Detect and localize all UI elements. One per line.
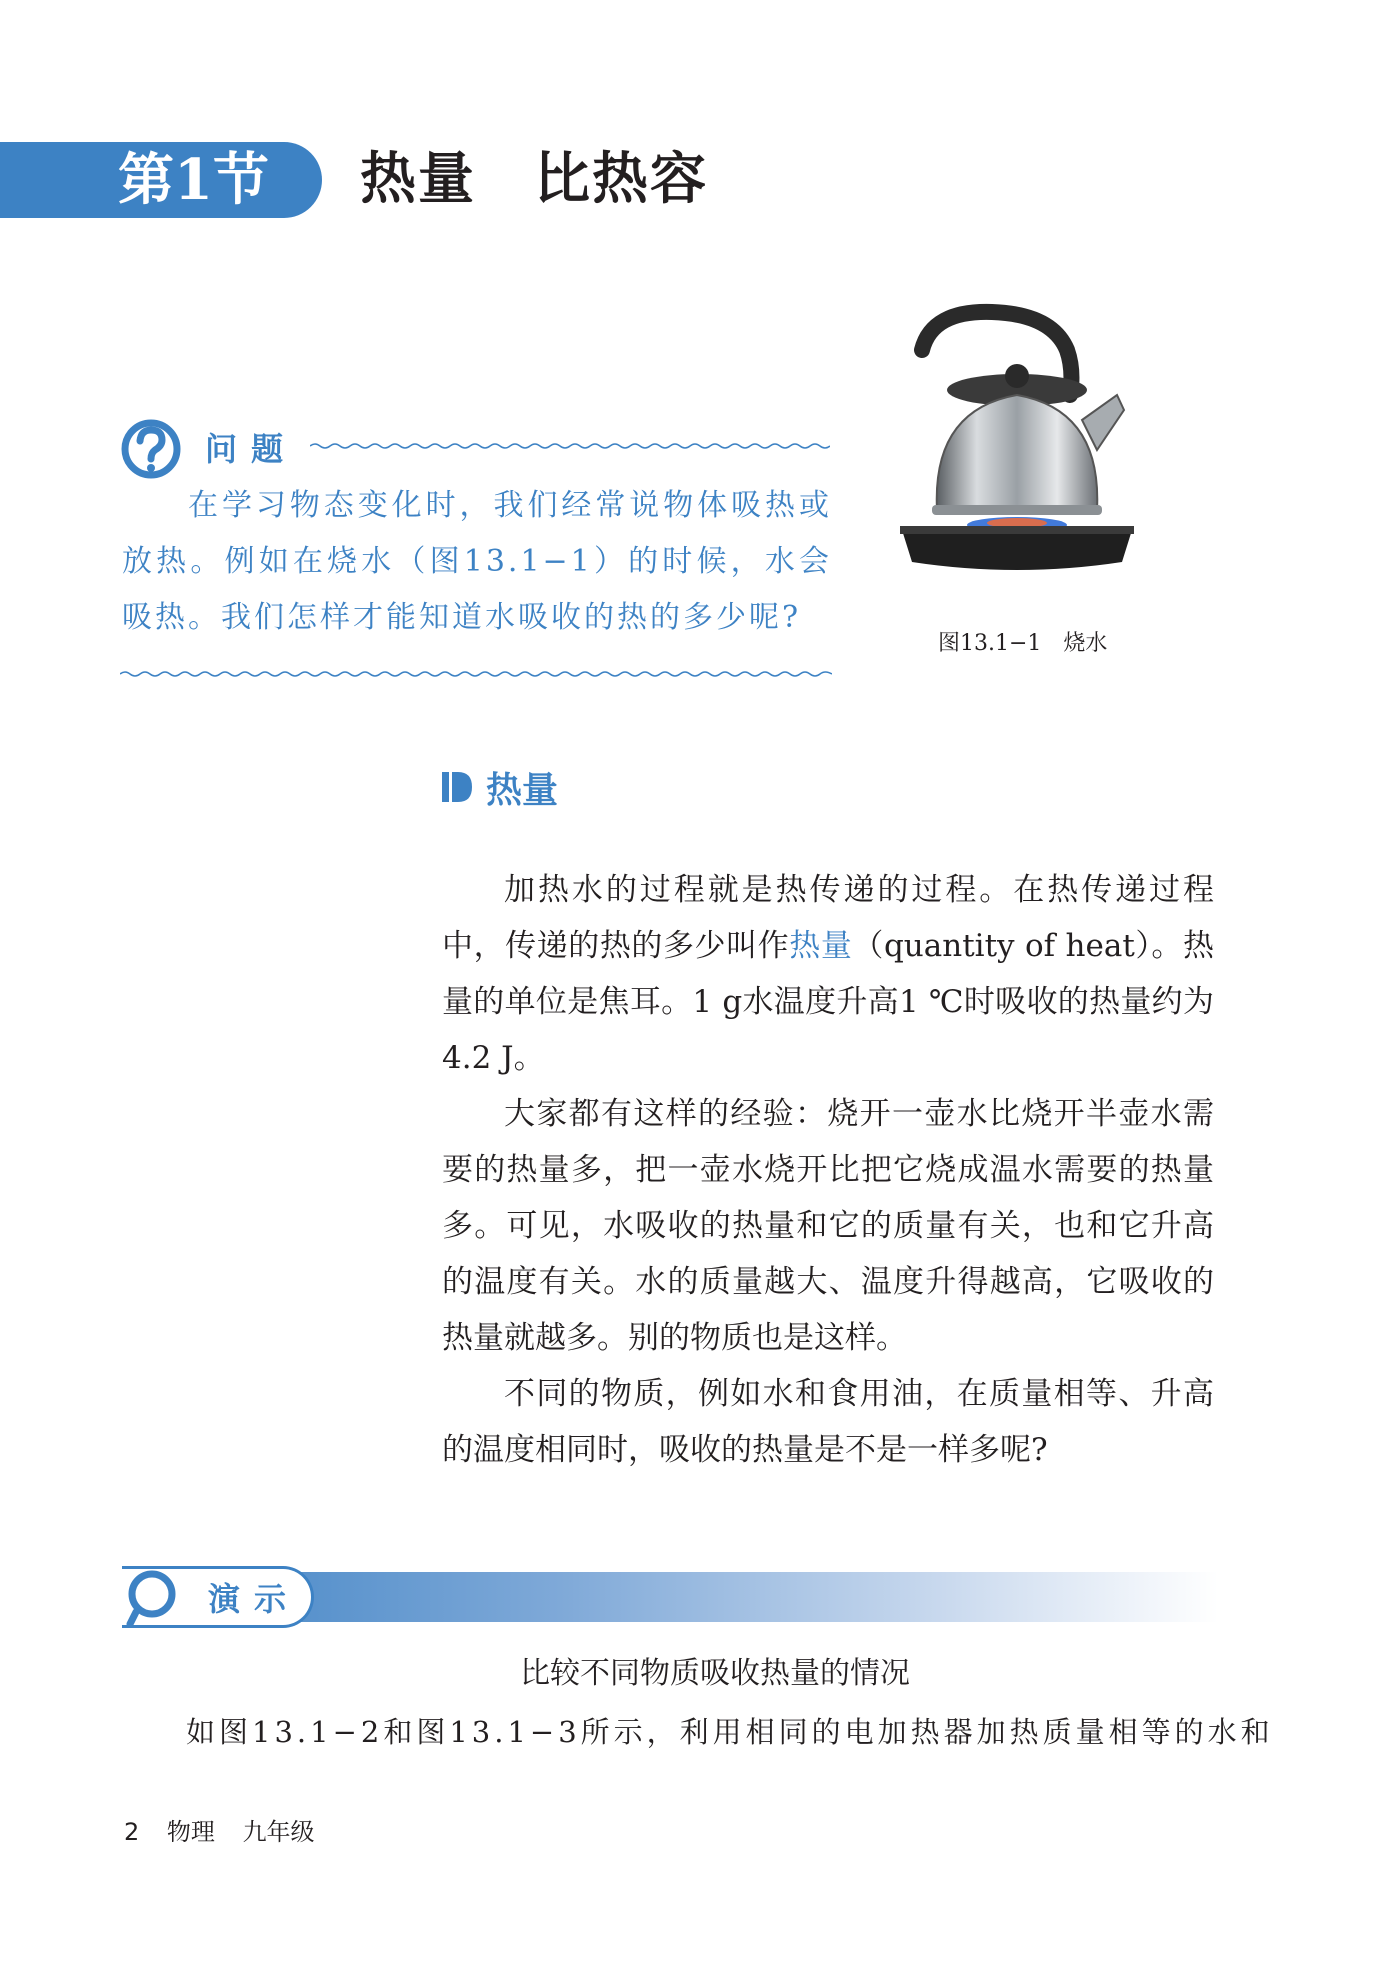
subheading-title: 热量 [486, 770, 559, 811]
question-label: 问题 [205, 430, 298, 468]
keyword-heat: 热量 [789, 928, 853, 964]
demo-text: 如图13.1−2和图13.1−3所示，利用相同的电加热器加热质量相等的水和 [186, 1715, 1274, 1749]
magnifier-icon [126, 1568, 180, 1626]
wavy-divider-top [310, 440, 830, 452]
body-text [442, 862, 1214, 1478]
paragraph-1 [442, 862, 1214, 1086]
footer-subject: 物理 [166, 1818, 215, 1846]
paragraph-2: 大家都有这样的经验：烧开一壶水比烧开半壶水需要的热量多，把一壶水烧开比把它烧成温水需要的热量多。可见，水吸收的热量和它的质量有关，也和它升高的温度有关。水的质量越大、温度升得越高，它吸收的热量就越多。别的物质也是这样。 [442, 1096, 1214, 1356]
wavy-divider-bottom [120, 668, 832, 680]
section-title: 热量 比热容 [360, 147, 708, 212]
section-number: 第1节 [118, 147, 269, 213]
kettle-on-stove-image [892, 300, 1142, 600]
paragraph-3: 不同的物质，例如水和食用油，在质量相等、升高的温度相同时，吸收的热量是不是一样多呢? [442, 1376, 1214, 1468]
footer-grade: 九年级 [242, 1818, 315, 1846]
figure-caption: 图13.1−1 烧水 [938, 631, 1108, 656]
page-footer [124, 1812, 335, 1847]
question-icon [120, 418, 182, 480]
demo-label: 演示 [208, 1580, 301, 1618]
demo-title: 比较不同物质吸收热量的情况 [520, 1656, 910, 1691]
paragraph-1-part-a: 加热水的过程就是热传递的过程。在热传递过程中，传递的热的多少叫作 [442, 872, 1214, 964]
question-text: 在学习物态变化时，我们经常说物体吸热或放热。例如在烧水（图13.1−1）的时候，水会吸热。我们怎样才能知道水吸收的热的多少呢? [122, 488, 832, 635]
page-number: 2 [124, 1818, 140, 1846]
section-marker-icon [442, 772, 472, 802]
paragraph-1-part-b: （quantity of heat）。热量的单位是焦耳。1 g水温度升高1 ℃时吸收的热量约为4.2 J。 [442, 928, 1214, 1076]
